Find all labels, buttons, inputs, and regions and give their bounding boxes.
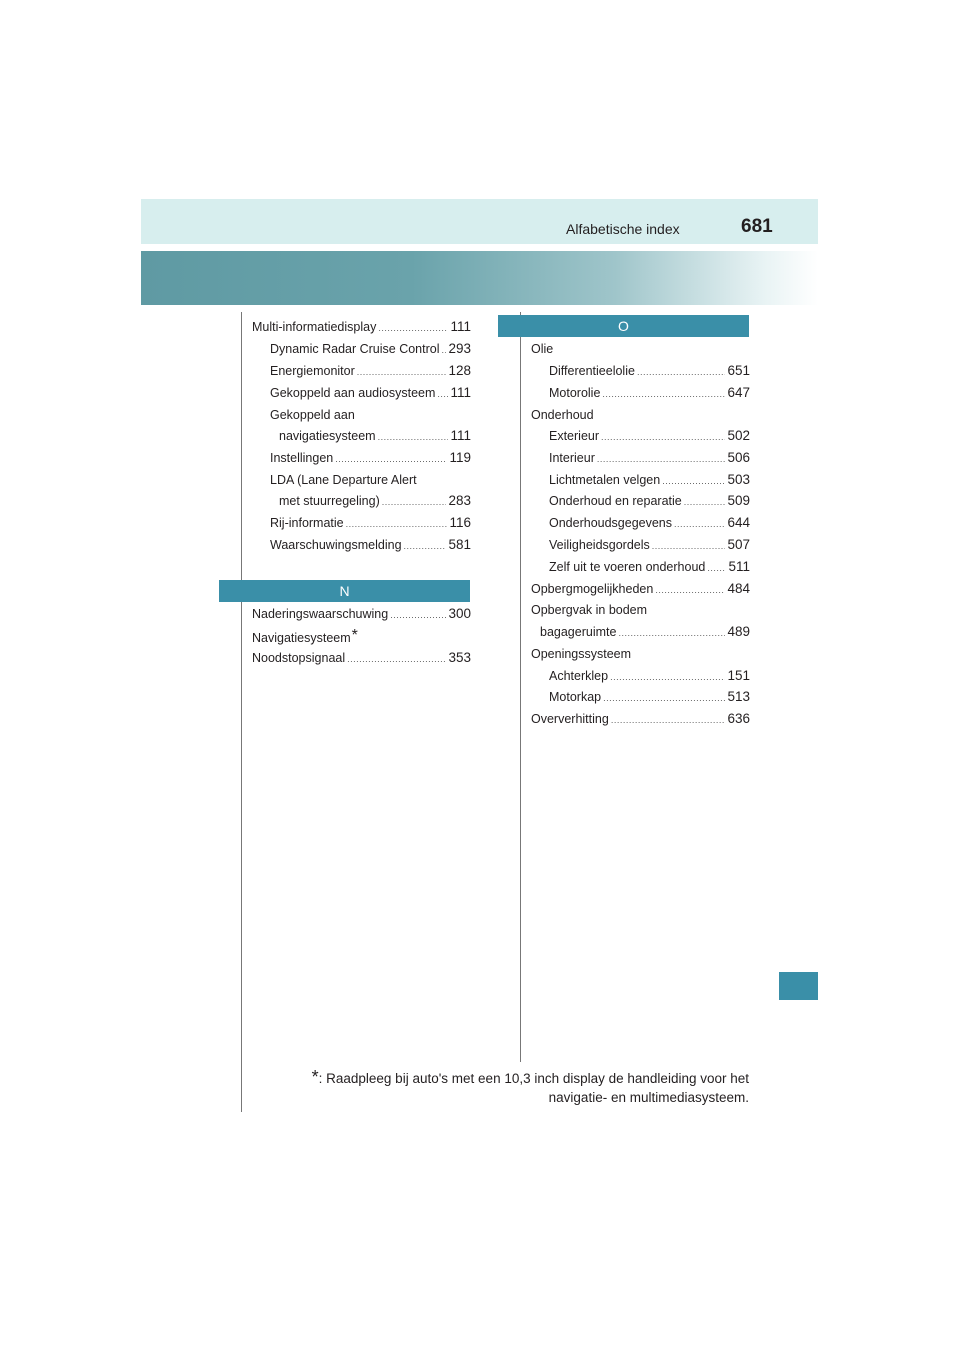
index-entry-heading: Opbergvak in bodem [531, 603, 648, 617]
index-subentry[interactable]: Lichtmetalen velgen ..... 503 [549, 470, 750, 490]
index-entry-heading: Openingssysteem [531, 647, 632, 661]
index-subentry[interactable]: Dynamic Radar Cruise Control ..... 293 [270, 339, 471, 359]
index-subentry[interactable]: Zelf uit te voeren onderhoud ..... 511 [549, 557, 750, 577]
index-subentry[interactable]: Onderhoud en reparatie ..... 509 [549, 491, 750, 511]
footnote-line-1: *: Raadpleeg bij auto's met een 10,3 inch display de handleiding voor het [311, 1067, 749, 1087]
section-title: Alfabetische index [566, 221, 680, 237]
index-subentry-text: Gekoppeld aan [270, 408, 355, 422]
index-subentry[interactable]: Gekoppeld aan audiosysteem ..... 111 [270, 383, 471, 403]
letter-heading-o: O [498, 315, 749, 337]
index-entry[interactable]: Navigatiesysteem* [252, 627, 358, 645]
index-subentry[interactable]: Motorkap ..... 513 [549, 687, 750, 707]
index-subentry-text: LDA (Lane Departure Alert [270, 473, 417, 487]
decorative-gradient-bar [141, 251, 818, 305]
index-entry[interactable]: Oververhitting ..... 636 [531, 709, 750, 729]
footnote-marker: * [351, 627, 358, 644]
index-subentry[interactable]: Rij-informatie ..... 116 [270, 513, 471, 533]
index-subentry[interactable]: Interieur ..... 506 [549, 448, 750, 468]
header-band [141, 199, 818, 244]
index-subentry[interactable]: Instellingen ..... 119 [270, 448, 471, 468]
index-entry[interactable]: Noodstopsignaal ..... 353 [252, 648, 471, 668]
index-entry[interactable]: Multi-informatiedisplay ..... 111 [252, 317, 471, 337]
index-entry[interactable]: Opbergmogelijkheden ..... 484 [531, 579, 750, 599]
index-entry[interactable]: Naderingswaarschuwing ..... 300 [252, 604, 471, 624]
chapter-tab [779, 972, 818, 1000]
page-number: 681 [741, 216, 773, 237]
index-subentry[interactable]: navigatiesysteem ..... 111 [279, 426, 471, 446]
index-entry-heading: Olie [531, 342, 554, 356]
letter-heading-n: N [219, 580, 470, 602]
index-subentry[interactable]: Achterklep ..... 151 [549, 666, 750, 686]
footnote [290, 1068, 749, 1107]
index-subentry[interactable]: Differentieelolie ..... 651 [549, 361, 750, 381]
index-subentry[interactable]: met stuurregeling) ..... 283 [279, 491, 471, 511]
margin-rule [241, 312, 242, 1112]
index-subentry[interactable]: Motorolie ..... 647 [549, 383, 750, 403]
footnote-marker: * [311, 1067, 319, 1087]
column-divider [520, 312, 521, 1062]
footnote-line-2: navigatie- en multimediasysteem. [548, 1090, 749, 1105]
index-subentry[interactable]: Waarschuwingsmelding ..... 581 [270, 535, 471, 555]
index-entry-heading: Onderhoud [531, 408, 594, 422]
index-entry[interactable]: bagageruimte ..... 489 [540, 622, 750, 642]
index-subentry[interactable]: Onderhoudsgegevens ..... 644 [549, 513, 750, 533]
index-subentry[interactable]: Energiemonitor ..... 128 [270, 361, 471, 381]
index-subentry[interactable]: Exterieur ..... 502 [549, 426, 750, 446]
index-subentry[interactable]: Veiligheidsgordels ..... 507 [549, 535, 750, 555]
